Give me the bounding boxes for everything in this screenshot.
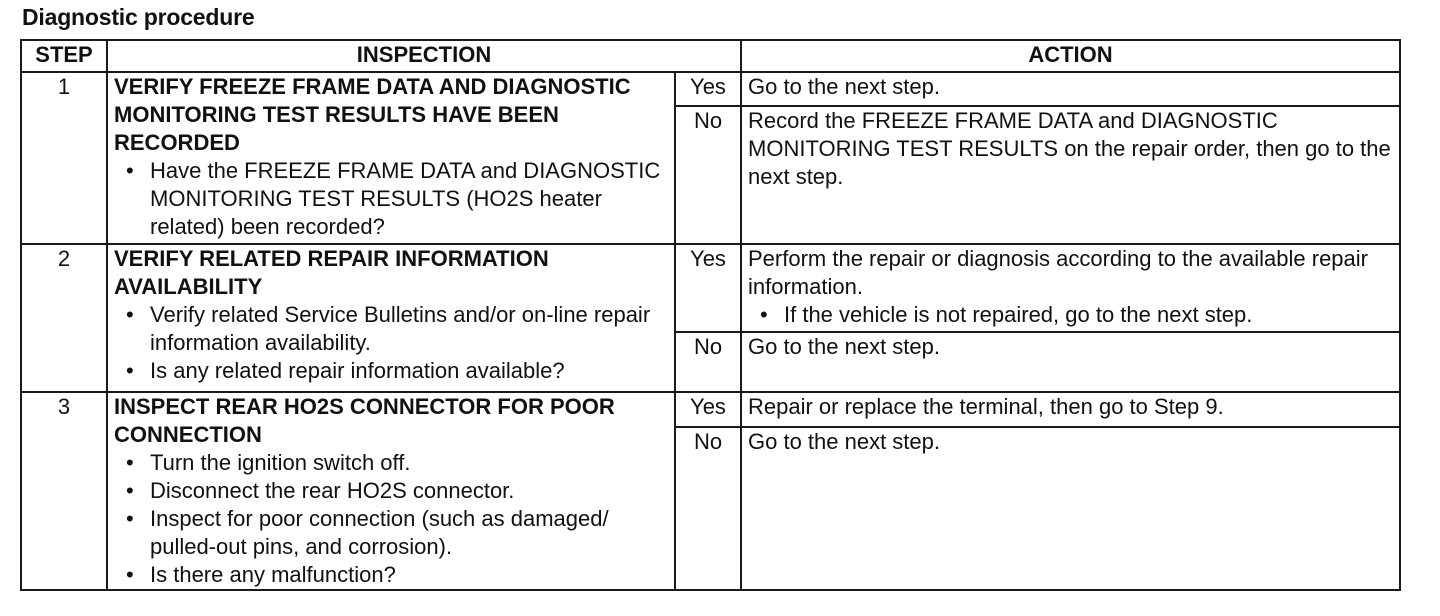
yes-action: Repair or replace the terminal, then go to Step 9. bbox=[741, 392, 1400, 427]
inspection-cell bbox=[107, 392, 675, 590]
diagnostic-table bbox=[20, 39, 1401, 591]
yes-action: Go to the next step. bbox=[741, 72, 1400, 106]
action-bullet: • If the vehicle is not repaired, go to the next step. bbox=[756, 301, 1393, 329]
yes-label: Yes bbox=[675, 72, 741, 106]
inspection-column-header: INSPECTION bbox=[107, 40, 741, 72]
step-number: 2 bbox=[21, 244, 107, 392]
step-3-yes-row bbox=[21, 392, 1400, 427]
inspection-bullet: • Disconnect the rear HO2S connector. bbox=[122, 477, 668, 505]
no-action: Go to the next step. bbox=[741, 332, 1400, 392]
inspection-bullets bbox=[114, 449, 668, 589]
inspection-heading: VERIFY FREEZE FRAME DATA AND DIAGNOSTIC MONITORING TEST RESULTS HAVE BEEN RECORDED bbox=[114, 74, 631, 155]
inspection-bullet: • Have the FREEZE FRAME DATA and DIAGNOSTIC MONITORING TEST RESULTS (HO2S heater related) been recorded? bbox=[122, 157, 668, 241]
step-number: 1 bbox=[21, 72, 107, 244]
inspection-bullets bbox=[114, 301, 668, 385]
inspection-bullet: • Is any related repair information available? bbox=[122, 357, 668, 385]
yes-label: Yes bbox=[675, 392, 741, 427]
header-row bbox=[21, 40, 1400, 72]
no-label: No bbox=[675, 332, 741, 392]
step-2-yes-row bbox=[21, 244, 1400, 332]
no-action: Go to the next step. bbox=[741, 427, 1400, 590]
inspection-heading: VERIFY RELATED REPAIR INFORMATION AVAILABILITY bbox=[114, 246, 549, 299]
inspection-cell bbox=[107, 72, 675, 244]
inspection-heading: INSPECT REAR HO2S CONNECTOR FOR POOR CONNECTION bbox=[114, 394, 615, 447]
step-column-header: STEP bbox=[21, 40, 107, 72]
no-label: No bbox=[675, 106, 741, 244]
action-column-header: ACTION bbox=[741, 40, 1400, 72]
inspection-bullet: • Verify related Service Bulletins and/or on-line repair information availability. bbox=[122, 301, 668, 357]
page-title: Diagnostic procedure bbox=[22, 4, 255, 30]
inspection-cell bbox=[107, 244, 675, 392]
yes-action-text: Perform the repair or diagnosis according to the available repair information. bbox=[748, 246, 1368, 299]
step-1-yes-row bbox=[21, 72, 1400, 106]
no-label: No bbox=[675, 427, 741, 590]
inspection-bullet: • Is there any malfunction? bbox=[122, 561, 668, 589]
no-action: Record the FREEZE FRAME DATA and DIAGNOSTIC MONITORING TEST RESULTS on the repair order, then go to the next step. bbox=[741, 106, 1400, 244]
inspection-bullet: • Inspect for poor connection (such as damaged/ pulled-out pins, and corrosion). bbox=[122, 505, 668, 561]
yes-action bbox=[741, 244, 1400, 332]
step-number: 3 bbox=[21, 392, 107, 590]
yes-label: Yes bbox=[675, 244, 741, 332]
inspection-bullet: • Turn the ignition switch off. bbox=[122, 449, 668, 477]
action-bullets bbox=[748, 301, 1393, 329]
inspection-bullets bbox=[114, 157, 668, 241]
